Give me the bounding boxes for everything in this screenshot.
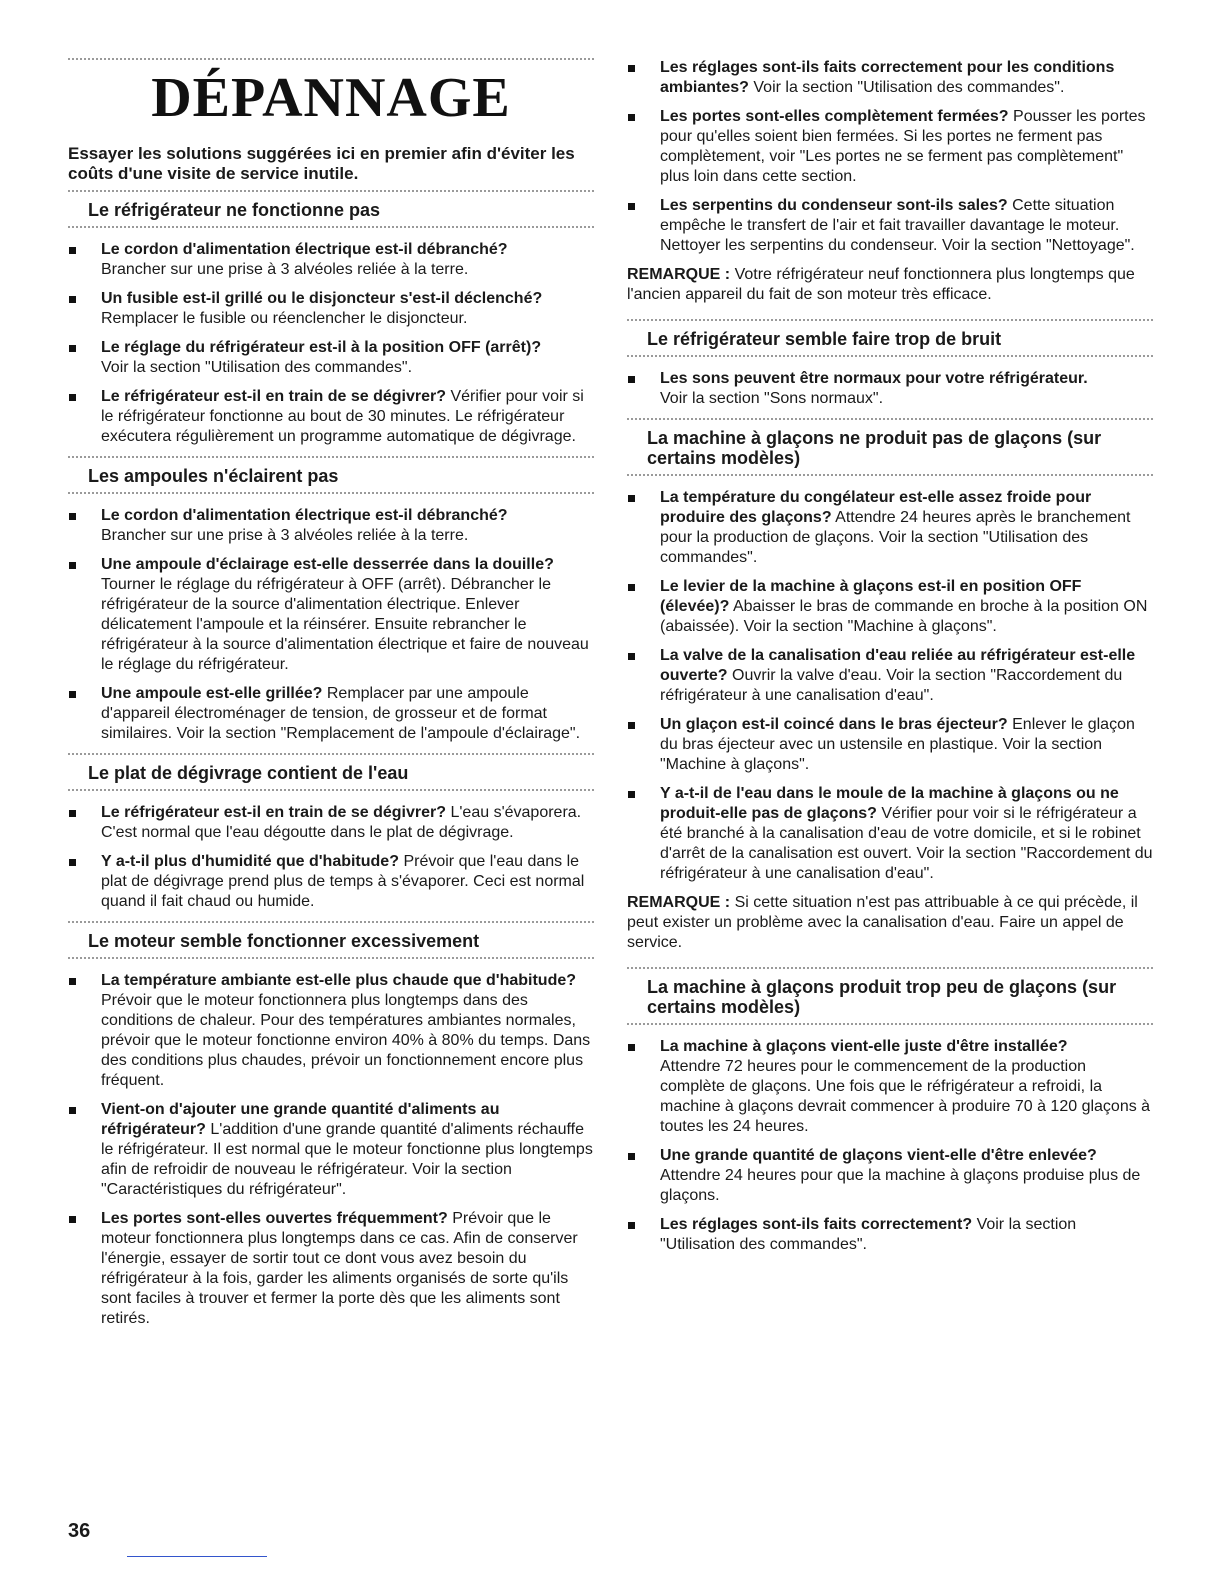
- section-drain-pan: [68, 753, 594, 912]
- question: Un fusible est-il grillé ou le disjoncteur s'est-il déclenché?: [101, 290, 543, 307]
- question: La température du congélateur est-elle assez froide pour produire des glaçons?: [660, 489, 1092, 526]
- question: Le cordon d'alimentation électrique est-il débranché?: [101, 507, 508, 524]
- question: La valve de la canalisation d'eau reliée au réfrigérateur est-elle ouverte?: [660, 647, 1136, 684]
- note-label: REMARQUE :: [627, 266, 731, 283]
- section-heading: La machine à glaçons ne produit pas de glaçons (sur certains modèles): [647, 428, 1102, 468]
- question: Y a-t-il plus d'humidité que d'habitude?: [101, 853, 399, 870]
- answer: Voir la section "Utilisation des commandes".: [753, 79, 1065, 96]
- item-list: [627, 488, 1153, 884]
- list-item: [627, 107, 1153, 187]
- question: Les portes sont-elles complètement fermées?: [660, 108, 1009, 125]
- answer: Voir la section "Sons normaux".: [660, 390, 884, 407]
- answer: Voir la section "Utilisation des commandes".: [101, 359, 413, 376]
- question: Le réglage du réfrigérateur est-il à la position OFF (arrêt)?: [101, 339, 542, 356]
- divider: [68, 226, 594, 228]
- list-item: [68, 971, 594, 1091]
- divider: [68, 957, 594, 959]
- divider: [627, 355, 1153, 357]
- question: Y a-t-il de l'eau dans le moule de la machine à glaçons ou ne produit-elle pas de glaçons?: [660, 785, 1119, 822]
- list-item: [627, 715, 1153, 775]
- item-list: [68, 240, 594, 447]
- list-item: [68, 1209, 594, 1329]
- answer: Pousser les portes pour qu'elles soient bien fermées. Si les portes ne ferment pas complètement, voir "Les portes ne se ferment pas complètement" plus loin dans cette section.: [660, 108, 1146, 185]
- answer: Brancher sur une prise à 3 alvéoles reliée à la terre.: [101, 527, 469, 544]
- list-item: [627, 196, 1153, 256]
- answer: Ouvrir la valve d'eau. Voir la section "Raccordement du réfrigérateur à une canalisation d'eau".: [660, 667, 1123, 704]
- question: La température ambiante est-elle plus chaude que d'habitude?: [101, 972, 577, 989]
- divider: [68, 492, 594, 494]
- list-item: [627, 784, 1153, 884]
- question: Le réfrigérateur est-il en train de se dégivrer?: [101, 388, 447, 405]
- answer: Tourner le réglage du réfrigérateur à OFF (arrêt). Débrancher le réfrigérateur de la source d'alimentation électrique. Enlever délicatement l'ampoule et la réinsérer. Ensuite rebrancher le réfrigérateur à la source d'alimentation électrique et faire de nouveau le réglage du réfrigérateur.: [101, 576, 589, 673]
- answer: Abaisser le bras de commande en broche à la position ON (abaissée). Voir la section "Machine à glaçons".: [660, 598, 1148, 635]
- question: Le levier de la machine à glaçons est-il en position OFF (élevée)?: [660, 578, 1082, 615]
- list-item: [68, 240, 594, 280]
- section-heading: Le moteur semble fonctionner excessivement: [88, 931, 480, 951]
- answer: Prévoir que le moteur fonctionnera plus longtemps dans ce cas. Afin de conserver l'énergie, essayer de sortir tout ce dont vous avez besoin du réfrigérateur à la fois, garder les aliments organisés de sorte qu'ils sont faciles à trouver et fermer la porte dès que les aliments sont retirés.: [101, 1210, 578, 1327]
- section-noise: [627, 319, 1153, 409]
- intro-text: Essayer les solutions suggérées ici en premier afin d'éviter les coûts d'une visite de service inutile.: [68, 144, 575, 183]
- section-motor: [68, 921, 594, 1329]
- question: Les réglages sont-ils faits correctement pour les conditions ambiantes?: [660, 59, 1115, 96]
- list-item: [627, 1146, 1153, 1206]
- section-few-ice: [627, 967, 1153, 1255]
- list-item: [68, 289, 594, 329]
- section-heading: La machine à glaçons produit trop peu de glaçons (sur certains modèles): [647, 977, 1117, 1017]
- question: Une ampoule d'éclairage est-elle desserrée dans la douille?: [101, 556, 554, 573]
- page-number: 36: [68, 1520, 91, 1542]
- list-item: [68, 338, 594, 378]
- note: [627, 893, 1153, 953]
- question: Un glaçon est-il coincé dans le bras éjecteur?: [660, 716, 1008, 733]
- section-heading: Le réfrigérateur semble faire trop de bruit: [647, 329, 1002, 349]
- answer: L'eau s'évaporera. C'est normal que l'eau dégoutte dans le plat de dégivrage.: [101, 804, 582, 841]
- item-list: [627, 1037, 1153, 1255]
- item-list: [68, 971, 594, 1329]
- item-list: [68, 506, 594, 744]
- section-not-working: [68, 190, 594, 447]
- list-item: [627, 646, 1153, 706]
- answer: Remplacer par une ampoule d'appareil électroménager de tension, de grosseur et de format similaires. Voir la section "Remplacement de l'ampoule d'éclairage".: [101, 685, 581, 742]
- section-heading: Le réfrigérateur ne fonctionne pas: [88, 200, 381, 220]
- answer: Brancher sur une prise à 3 alvéoles reliée à la terre.: [101, 261, 469, 278]
- page-title: DÉPANNAGE: [151, 67, 511, 129]
- list-item: [627, 58, 1153, 98]
- answer: Attendre 24 heures après le branchement pour la production de glaçons. Voir la section "Utilisation des commandes".: [660, 509, 1131, 566]
- answer: Enlever le glaçon du bras éjecteur avec un ustensile en plastique. Voir la section "Machine à glaçons".: [660, 716, 1135, 773]
- question: Les serpentins du condenseur sont-ils sales?: [660, 197, 1008, 214]
- question: La machine à glaçons vient-elle juste d'être installée?: [660, 1038, 1068, 1055]
- right-column: [627, 58, 1153, 1264]
- list-item: [68, 684, 594, 744]
- footer-rule: [127, 1556, 267, 1557]
- divider: [627, 474, 1153, 476]
- divider: [68, 789, 594, 791]
- question: Une grande quantité de glaçons vient-elle d'être enlevée?: [660, 1147, 1097, 1164]
- answer: Voir la section "Utilisation des commandes".: [660, 1216, 1077, 1253]
- list-item: [68, 803, 594, 843]
- divider: [627, 1023, 1153, 1025]
- divider: [68, 58, 594, 60]
- answer: Prévoir que le moteur fonctionnera plus longtemps dans des conditions de chaleur. Pour des températures ambiantes normales, prévoir que le moteur fonctionne environ 40% à 80% du temps. Dans des conditions plus chaudes, prévoir un fonctionnement encore plus fréquent.: [101, 992, 591, 1089]
- answer: L'addition d'une grande quantité d'aliments réchauffe le réfrigérateur. Il est normal que le moteur fonctionne plus longtemps afin de refroidir de nouveau le réfrigérateur. Voir la section "Caractéristiques du réfrigérateur".: [101, 1121, 593, 1198]
- list-item: [627, 369, 1153, 409]
- section-bulbs: [68, 456, 594, 744]
- section-no-ice: [627, 418, 1153, 953]
- note-text: Votre réfrigérateur neuf fonctionnera plus longtemps que l'ancien appareil du fait de son moteur très efficace.: [627, 266, 1135, 303]
- answer: Cette situation empêche le transfert de l'air et fait travailler davantage le moteur. Nettoyer les serpentins du condenseur. Voir la section "Nettoyage".: [660, 197, 1135, 254]
- note: [627, 265, 1153, 305]
- answer: Vérifier pour voir si le réfrigérateur a été branché à la canalisation d'eau de votre domicile, et si le robinet d'arrêt de la canalisation est ouvert. Voir la section "Raccordement du réfrigérateur à une canalisation d'eau".: [660, 805, 1153, 882]
- question: Les réglages sont-ils faits correctement?: [660, 1216, 973, 1233]
- left-column: [68, 58, 594, 1338]
- note-text: Si cette situation n'est pas attribuable à ce qui précède, il peut exister un problème avec la canalisation d'eau. Faire un appel de service.: [627, 894, 1138, 951]
- list-item: [68, 387, 594, 447]
- note-label: REMARQUE :: [627, 894, 731, 911]
- item-list: [627, 58, 1153, 256]
- question: Une ampoule est-elle grillée?: [101, 685, 323, 702]
- section-heading: Les ampoules n'éclairent pas: [88, 466, 339, 486]
- list-item: [68, 506, 594, 546]
- answer: Attendre 24 heures pour que la machine à glaçons produise plus de glaçons.: [660, 1167, 1141, 1204]
- question: Les portes sont-elles ouvertes fréquemment?: [101, 1210, 448, 1227]
- question: Le réfrigérateur est-il en train de se dégivrer?: [101, 804, 447, 821]
- list-item: [627, 488, 1153, 568]
- answer: Remplacer le fusible ou réenclencher le disjoncteur.: [101, 310, 468, 327]
- item-list: [627, 369, 1153, 409]
- answer: Vérifier pour voir si le réfrigérateur fonctionne au bout de 30 minutes. Le réfrigérateur exécutera régulièrement un programme automatique de dégivrage.: [101, 388, 584, 445]
- item-list: [68, 803, 594, 912]
- list-item: [68, 555, 594, 675]
- list-item: [627, 1037, 1153, 1137]
- answer: Attendre 72 heures pour le commencement de la production complète de glaçons. Une fois que le réfrigérateur a refroidi, la machine à glaçons devrait commencer à produire 70 à 120 glaçons à toutes les 24 heures.: [660, 1058, 1151, 1135]
- list-item: [68, 852, 594, 912]
- list-item: [627, 577, 1153, 637]
- answer: Prévoir que l'eau dans le plat de dégivrage prend plus de temps à s'évaporer. Ceci est normal quand il fait chaud ou humide.: [101, 853, 585, 910]
- question: Les sons peuvent être normaux pour votre réfrigérateur.: [660, 370, 1088, 387]
- list-item: [627, 1215, 1153, 1255]
- section-heading: Le plat de dégivrage contient de l'eau: [88, 763, 409, 783]
- question: Vient-on d'ajouter une grande quantité d'aliments au réfrigérateur?: [101, 1101, 500, 1138]
- question: Le cordon d'alimentation électrique est-il débranché?: [101, 241, 508, 258]
- list-item: [68, 1100, 594, 1200]
